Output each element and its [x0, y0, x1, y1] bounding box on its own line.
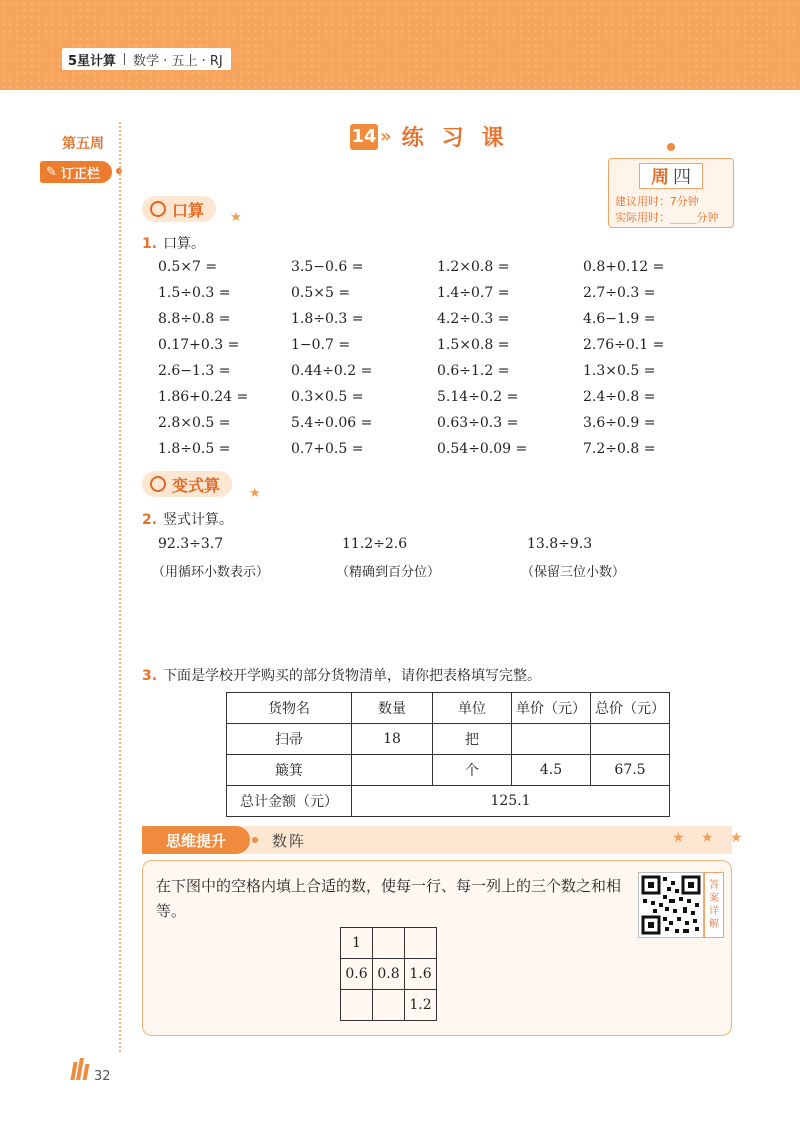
matrix-cell-blank[interactable] — [405, 928, 437, 959]
table-row — [227, 724, 670, 755]
book-stack-icon — [72, 1058, 90, 1084]
table-header-cell: 单位 — [433, 693, 512, 724]
table-cell: 67.5 — [591, 755, 670, 786]
difficulty-stars: ★ ★ ★ — [672, 830, 749, 846]
table-header-cell: 数量 — [352, 693, 433, 724]
goods-table — [226, 692, 670, 817]
table-cell-blank[interactable] — [591, 724, 670, 755]
oral-calc-item: 2.6−1.3 = — [158, 363, 231, 379]
vertical-calc-expr-3: 13.8÷9.3 — [527, 536, 593, 552]
oral-calc-item: 8.8÷0.8 = — [158, 311, 231, 327]
lesson-title-block — [350, 121, 522, 152]
oral-calc-item: 5.14÷0.2 = — [437, 389, 519, 405]
fix-column-label: 订正栏 — [60, 166, 100, 182]
lesson-number: 14 — [350, 124, 378, 150]
table-cell-blank[interactable] — [512, 724, 591, 755]
matrix-row — [341, 959, 437, 990]
vertical-calc-note-3: （保留三位小数） — [521, 565, 626, 580]
oral-calc-item: 4.2÷0.3 = — [437, 311, 510, 327]
brand-separator — [124, 53, 125, 65]
matrix-cell: 1.6 — [405, 959, 437, 990]
qr-label-char: 案 — [709, 893, 719, 904]
oral-calc-item: 0.44÷0.2 = — [291, 363, 373, 379]
pencil-icon: ✎ — [46, 164, 57, 180]
target-icon — [150, 476, 166, 492]
question-3-text: 下面是学校开学购买的部分货物清单，请你把表格填写完整。 — [163, 668, 542, 684]
qr-code-icon[interactable] — [638, 872, 704, 938]
vertical-calc-expr-2: 11.2÷2.6 — [342, 536, 408, 552]
matrix-cell-blank[interactable] — [373, 990, 405, 1021]
star-icon: ★ — [230, 210, 242, 225]
oral-calc-item: 1−0.7 = — [291, 337, 351, 353]
oral-calc-item: 7.2÷0.8 = — [583, 441, 656, 457]
qr-code-graphic — [639, 873, 703, 937]
oral-calc-item: 0.63÷0.3 = — [437, 415, 519, 431]
oral-calc-item: 5.4÷0.06 = — [291, 415, 373, 431]
oral-calc-item: 0.17+0.3 = — [158, 337, 240, 353]
question-1-number: 1. — [142, 236, 158, 252]
page-footer — [72, 1058, 111, 1084]
question-3-title — [142, 665, 541, 685]
day-heading — [639, 163, 703, 189]
card-pin-icon — [667, 143, 675, 151]
table-cell: 个 — [433, 755, 512, 786]
day-prefix: 周 — [651, 167, 669, 188]
table-header-cell: 单价（元） — [512, 693, 591, 724]
question-2-number: 2. — [142, 512, 158, 528]
table-header-row — [227, 693, 670, 724]
table-cell-blank[interactable] — [352, 755, 433, 786]
suggested-time: 建议用时：7分钟 — [615, 195, 699, 208]
question-1-text: 口算。 — [163, 236, 206, 252]
oral-calc-item: 2.76÷0.1 = — [583, 337, 665, 353]
oral-calc-item: 0.3×0.5 = — [291, 389, 364, 405]
table-header-cell: 货物名 — [227, 693, 352, 724]
oral-calc-item: 1.86+0.24 = — [158, 389, 249, 405]
table-cell: 扫帚 — [227, 724, 352, 755]
header-band — [0, 0, 800, 90]
brand-name: 5星计算 — [68, 53, 117, 69]
oral-calc-item: 0.6÷1.2 = — [437, 363, 510, 379]
table-cell: 4.5 — [512, 755, 591, 786]
oral-calc-item: 3.6÷0.9 = — [583, 415, 656, 431]
actual-time: 实际用时：____分钟 — [615, 211, 719, 224]
qr-label-char: 详 — [709, 906, 719, 917]
margin-dotted-line — [119, 122, 121, 1052]
oral-calc-item: 1.3×0.5 = — [583, 363, 656, 379]
table-total-row — [227, 786, 670, 817]
table-cell: 把 — [433, 724, 512, 755]
table-cell: 簸箕 — [227, 755, 352, 786]
thinking-label: 思维提升 — [142, 826, 250, 854]
qr-answer-label — [704, 872, 724, 938]
matrix-cell: 0.8 — [373, 959, 405, 990]
thinking-text: 在下图中的空格内填上合适的数，使每一行、每一列上的三个数之和相等。 — [156, 877, 622, 920]
question-2-text: 竖式计算。 — [163, 512, 234, 528]
qr-label-char: 答 — [709, 880, 719, 891]
table-header-cell: 总价（元） — [591, 693, 670, 724]
oral-calc-item: 4.6−1.9 = — [583, 311, 656, 327]
oral-calc-item: 0.5×5 = — [291, 285, 351, 301]
section-variant-calc-pill — [142, 471, 232, 497]
day-card — [608, 158, 734, 228]
thinking-dot — [252, 837, 258, 843]
oral-calc-item: 0.54÷0.09 = — [437, 441, 528, 457]
number-matrix — [340, 927, 437, 1021]
oral-calc-item: 2.7÷0.3 = — [583, 285, 656, 301]
thinking-topic: 数阵 — [272, 832, 307, 850]
qr-label-char: 解 — [709, 919, 719, 930]
question-3-number: 3. — [142, 668, 158, 684]
page-number: 32 — [94, 1069, 111, 1084]
vertical-calc-expr-1: 92.3÷3.7 — [158, 536, 224, 552]
matrix-row — [341, 928, 437, 959]
matrix-cell: 1 — [341, 928, 373, 959]
oral-calc-item: 3.5−0.6 = — [291, 259, 364, 275]
day-name: 四 — [673, 167, 691, 188]
brand-bar — [62, 48, 231, 70]
subject-label: 数学 · 五上 · RJ — [133, 53, 223, 69]
star-icon: ★ — [249, 486, 261, 501]
oral-calc-item: 2.4÷0.8 = — [583, 389, 656, 405]
question-2-title — [142, 509, 233, 529]
oral-calc-item: 1.8÷0.5 = — [158, 441, 231, 457]
table-cell: 18 — [352, 724, 433, 755]
matrix-row — [341, 990, 437, 1021]
oral-calc-item: 1.5×0.8 = — [437, 337, 510, 353]
section-variant-calc-label: 变式算 — [172, 475, 221, 495]
vertical-calc-note-2: （精确到百分位） — [336, 565, 441, 580]
oral-calc-item: 0.5×7 = — [158, 259, 218, 275]
matrix-cell-blank[interactable] — [341, 990, 373, 1021]
question-1-title — [142, 233, 205, 253]
fix-column-tag — [40, 161, 112, 183]
vertical-calc-note-1: （用循环小数表示） — [152, 565, 270, 580]
matrix-cell-blank[interactable] — [373, 928, 405, 959]
oral-calc-item: 1.8÷0.3 = — [291, 311, 364, 327]
oral-calc-item: 0.7+0.5 = — [291, 441, 364, 457]
section-oral-calc-label: 口算 — [172, 200, 205, 220]
oral-calc-item: 1.2×0.8 = — [437, 259, 510, 275]
matrix-cell: 0.6 — [341, 959, 373, 990]
lesson-title: 练习课 — [401, 126, 522, 151]
oral-calc-item: 2.8×0.5 = — [158, 415, 231, 431]
matrix-cell: 1.2 — [405, 990, 437, 1021]
table-row — [227, 755, 670, 786]
chevron-right-icon: » — [380, 126, 392, 147]
total-label: 总计金额（元） — [227, 786, 352, 817]
week-label: 第五周 — [62, 136, 104, 152]
oral-calc-item: 1.5÷0.3 = — [158, 285, 231, 301]
oral-calc-item: 1.4÷0.7 = — [437, 285, 510, 301]
section-oral-calc-pill — [142, 196, 216, 222]
stopwatch-icon — [150, 201, 166, 217]
oral-calc-item: 0.8+0.12 = — [583, 259, 665, 275]
total-value: 125.1 — [352, 786, 670, 817]
